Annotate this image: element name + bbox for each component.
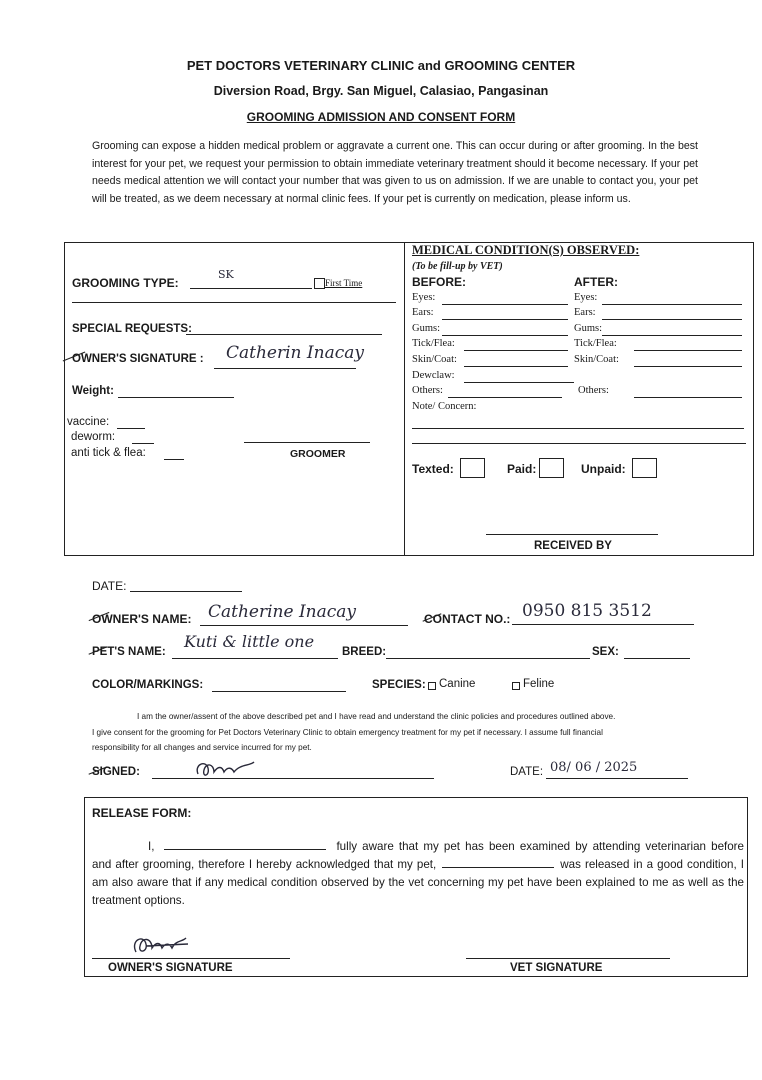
clinic-name: PET DOCTORS VETERINARY CLINIC and GROOMING CENTER: [186, 58, 576, 73]
owner-name-label: OWNER'S NAME:: [92, 612, 192, 626]
release-text-a: I,: [148, 840, 155, 853]
after-field-label: Others:: [578, 385, 609, 396]
first-time-checkbox[interactable]: [314, 278, 325, 289]
contact-label: CONTACT NO.:: [424, 612, 511, 626]
after-field-line[interactable]: [634, 397, 742, 398]
release-title: RELEASE FORM:: [92, 806, 192, 820]
deworm-line[interactable]: [132, 443, 154, 444]
texted-label: Texted:: [412, 462, 454, 476]
consent-line-2: I give consent for the grooming for Pet Doctors Veterinary Clinic to obtain emergency treatment for my pet if necessary. I assume full financial: [92, 727, 603, 737]
feline-label: Feline: [523, 678, 555, 690]
sex-line[interactable]: [624, 658, 690, 659]
before-field-label: Dewclaw:: [412, 370, 455, 381]
owner-signature-label: OWNER'S SIGNATURE :: [72, 353, 204, 365]
color-markings-line[interactable]: [212, 691, 346, 692]
breed-label: BREED:: [342, 646, 387, 658]
canine-label: Canine: [439, 678, 476, 690]
signed-line[interactable]: [152, 778, 434, 779]
owner-signature-value: Catherin Inacay: [226, 343, 364, 363]
admission-box-divider: [404, 242, 405, 556]
weight-line[interactable]: [118, 397, 234, 398]
release-text-b: fully aware that my pet has been examined by attending veterinarian before and after grooming, therefore I hereby acknowledged that my pet,: [92, 840, 744, 871]
after-field-line[interactable]: [602, 319, 742, 320]
note-line-2[interactable]: [412, 443, 746, 444]
special-requests-line[interactable]: [186, 334, 382, 335]
consent-line-1: I am the owner/assent of the above described pet and I have read and understand the clinic policies and procedures outlined above.: [137, 712, 616, 721]
sex-label: SEX:: [592, 646, 619, 658]
color-markings-label: COLOR/MARKINGS:: [92, 679, 204, 691]
after-field-line[interactable]: [634, 366, 742, 367]
signed-date-line[interactable]: [546, 778, 688, 779]
before-label: BEFORE:: [412, 275, 466, 289]
received-by-line[interactable]: [486, 534, 658, 535]
before-field-label: Gums:: [412, 323, 441, 334]
before-field-line[interactable]: [464, 366, 568, 367]
release-text-c: was released in a good condition, I am also aware that if any medical condition observed by the vet concerning my pet have been explained to me as well as the treatment options.: [92, 858, 744, 907]
consent-text: [92, 709, 700, 756]
anti-tick-line[interactable]: [164, 459, 184, 460]
clinic-address: Diversion Road, Brgy. San Miguel, Calasiao, Pangasinan: [213, 84, 549, 98]
grooming-type-extra-line[interactable]: [72, 302, 396, 303]
after-field-label: Skin/Coat:: [574, 354, 619, 365]
release-paragraph: [92, 838, 744, 910]
intro-paragraph: Grooming can expose a hidden medical problem or aggravate a current one. This can occur during or after grooming. In the best interest for your pet, we request your permission to obtain immediate veterinary treatment should it become necessary. If your pet needs medical attention we will contact your number that was given to us on admission. If we are unable to contact you, your pet will be treated, as we deem necessary at normal clinic fees. If your pet is currently on medication, please inform us.: [92, 140, 698, 205]
note-label: Note/ Concern:: [412, 401, 477, 412]
owner-signature-line[interactable]: [214, 368, 356, 369]
before-field-label: Others:: [412, 385, 443, 396]
vet-signature-label: VET SIGNATURE: [510, 962, 603, 974]
after-field-label: Eyes:: [574, 292, 598, 303]
vet-signature-line[interactable]: [466, 958, 670, 959]
date-line[interactable]: [130, 591, 242, 592]
signed-label: SIGNED:: [92, 766, 140, 778]
release-owner-signature: [126, 930, 196, 960]
before-field-line[interactable]: [448, 397, 562, 398]
grooming-type-value: SK: [218, 268, 234, 281]
form-title: GROOMING ADMISSION AND CONSENT FORM: [246, 110, 516, 124]
canine-checkbox[interactable]: [428, 682, 436, 690]
species-label: SPECIES:: [372, 679, 426, 691]
vaccine-label: vaccine:: [67, 416, 110, 428]
grooming-type-line[interactable]: [190, 288, 312, 289]
received-by-label: RECEIVED BY: [534, 540, 612, 552]
paid-label: Paid:: [507, 462, 537, 476]
before-field-line[interactable]: [442, 304, 568, 305]
after-label: AFTER:: [574, 275, 618, 289]
after-field-label: Gums:: [574, 323, 603, 334]
before-field-label: Ears:: [412, 307, 434, 318]
before-field-line[interactable]: [442, 335, 568, 336]
before-field-line[interactable]: [464, 350, 568, 351]
paid-checkbox[interactable]: [539, 458, 564, 478]
vaccine-line[interactable]: [117, 428, 145, 429]
consent-line-3: responsibility for all changes and service incurred for my pet.: [92, 743, 312, 752]
before-field-line[interactable]: [442, 319, 568, 320]
owner-name-value: Catherine Inacay: [208, 602, 357, 622]
release-pet-name-blank[interactable]: [442, 867, 554, 868]
pet-name-line[interactable]: [172, 658, 338, 659]
after-field-line[interactable]: [634, 350, 742, 351]
medical-title: MEDICAL CONDITION(S) OBSERVED:: [412, 243, 640, 257]
note-line-1[interactable]: [412, 428, 744, 429]
medical-subtitle: (To be fill-up by VET): [412, 261, 503, 272]
breed-line[interactable]: [386, 658, 590, 659]
texted-checkbox[interactable]: [460, 458, 485, 478]
after-field-line[interactable]: [602, 304, 742, 305]
signed-date-value: 08/ 06 / 2025: [550, 760, 638, 775]
before-field-label: Eyes:: [412, 292, 436, 303]
pet-name-label: PET'S NAME:: [92, 646, 166, 658]
special-requests-label: SPECIAL REQUESTS:: [72, 323, 192, 335]
after-field-label: Tick/Flea:: [574, 338, 617, 349]
release-owner-signature-label: OWNER'S SIGNATURE: [108, 962, 233, 974]
deworm-label: deworm:: [71, 431, 116, 443]
first-time-label: First Time: [325, 278, 363, 288]
contact-value: 0950 815 3512: [522, 601, 652, 621]
owner-name-line[interactable]: [200, 625, 408, 626]
anti-tick-label: anti tick & flea:: [71, 447, 146, 459]
after-field-line[interactable]: [602, 335, 742, 336]
date-label: DATE:: [92, 579, 127, 593]
groomer-line[interactable]: [244, 442, 370, 443]
release-owner-signature-line[interactable]: [92, 958, 290, 959]
pet-name-value: Kuti & little one: [184, 632, 315, 651]
unpaid-checkbox[interactable]: [632, 458, 657, 478]
grooming-type-label: GROOMING TYPE:: [72, 276, 179, 290]
before-field-label: Skin/Coat:: [412, 354, 457, 365]
groomer-label: GROOMER: [290, 448, 346, 460]
release-owner-name-blank[interactable]: [164, 849, 326, 850]
before-field-line[interactable]: [464, 382, 574, 383]
weight-label: Weight:: [72, 385, 114, 397]
feline-checkbox[interactable]: [512, 682, 520, 690]
contact-line[interactable]: [512, 624, 694, 625]
unpaid-label: Unpaid:: [581, 462, 626, 476]
after-field-label: Ears:: [574, 307, 596, 318]
signed-date-label: DATE:: [510, 766, 544, 778]
before-field-label: Tick/Flea:: [412, 338, 455, 349]
